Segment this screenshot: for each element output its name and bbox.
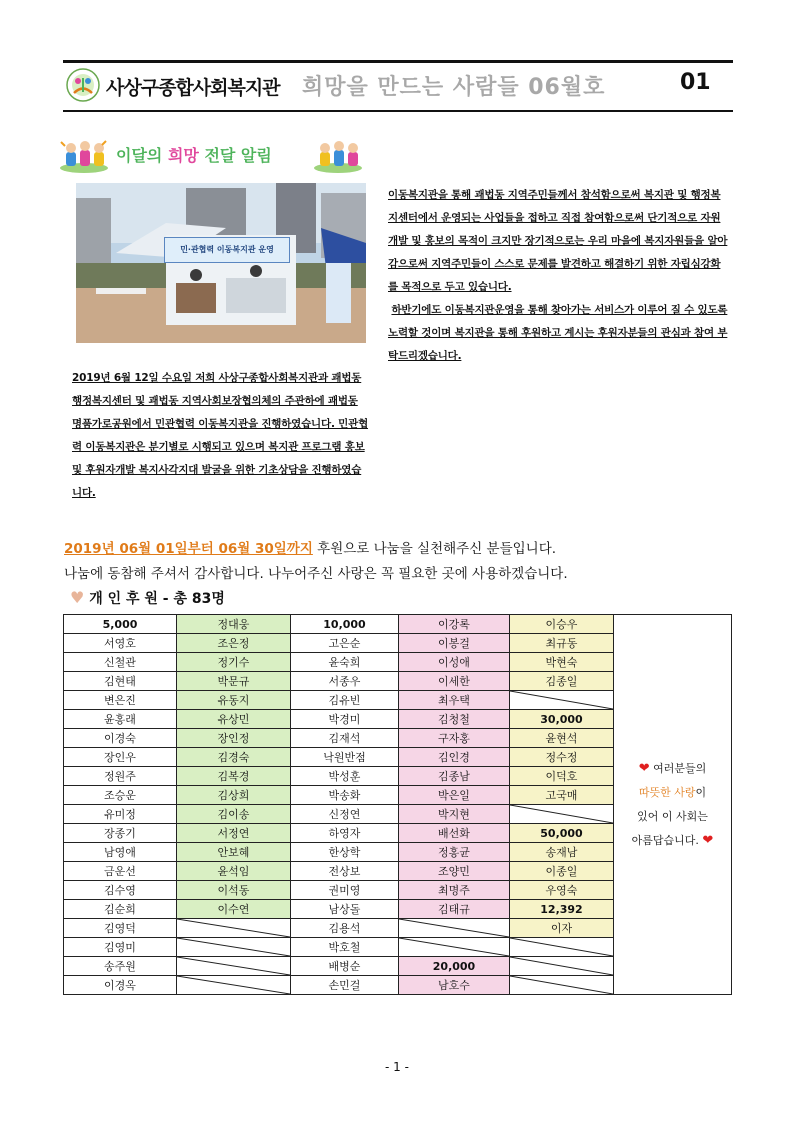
donor-cell: 윤석임 xyxy=(177,862,291,881)
donor-cell: 권미영 xyxy=(291,881,399,900)
donor-cell: 이석동 xyxy=(177,881,291,900)
donor-cell: 박현숙 xyxy=(510,653,614,672)
donor-cell: 윤현석 xyxy=(510,729,614,748)
donor-cell: 남호수 xyxy=(399,976,510,995)
donor-cell: 김종남 xyxy=(399,767,510,786)
empty-cell xyxy=(177,976,291,995)
event-banner: 민·관협력 이동복지관 운영 xyxy=(164,237,290,263)
donor-cell: 윤숙희 xyxy=(291,653,399,672)
individual-donation-heading: ♥ 개 인 후 원 - 총 83명 xyxy=(70,588,225,607)
header-bottom-rule xyxy=(63,110,733,112)
donor-cell: 이수연 xyxy=(177,900,291,919)
donor-cell: 장인정 xyxy=(177,729,291,748)
donor-cell: 송재남 xyxy=(510,843,614,862)
donor-cell: 유동지 xyxy=(177,691,291,710)
message-line: 따뜻한 사랑 xyxy=(638,785,696,799)
thanks-message xyxy=(614,615,732,995)
donor-cell: 박경미 xyxy=(291,710,399,729)
donor-cell: 유상민 xyxy=(177,710,291,729)
donor-cell: 한상학 xyxy=(291,843,399,862)
thanks-line-2: 나눔에 동참해 주셔서 감사합니다. 나누어주신 사랑은 꼭 필요한 곳에 사용하겠습니다. xyxy=(64,566,568,582)
empty-cell xyxy=(177,957,291,976)
donor-cell: 정대웅 xyxy=(177,615,291,634)
event-purpose: 이동복지관을 통해 괘법동 지역주민들께서 참석함으로써 복지관 및 행정복지센터에서 운영되는 사업들을 접하고 직접 참여함으로써 단기적으로 자원개발 및 홍보의 목적이 크지만 장기적으로는 우리 마을에 복지자원들을 알아감으로써 지역주민들이 스스로 문제를 발견하고 해결하기 위한 자립심강화를 목적으로 두고 있습니다. 하반기에도 이동복지관운영을 통해 찾아가는 서비스가 이루어 질 수 있도록 노력할 것이며 복지관을 통해 후원하고 계시는 후원자분들의 관심과 참여 부탁드리겠습니다. xyxy=(388,189,728,362)
donor-cell: 김종일 xyxy=(510,672,614,691)
donor-cell: 20,000 xyxy=(399,957,510,976)
donor-cell: 윤홍래 xyxy=(64,710,177,729)
page-number-header: 01 xyxy=(680,70,711,95)
donor-cell: 이강록 xyxy=(399,615,510,634)
donor-cell: 이승우 xyxy=(510,615,614,634)
thanks-line-1: 2019년 06월 01일부터 06월 30일까지 후원으로 나눔을 실천해주신 분들입니다. xyxy=(64,541,557,557)
donor-cell: 김현태 xyxy=(64,672,177,691)
donor-cell: 김청철 xyxy=(399,710,510,729)
donor-cell: 박호철 xyxy=(291,938,399,957)
donor-cell: 조양민 xyxy=(399,862,510,881)
empty-cell xyxy=(510,805,614,824)
donor-cell: 10,000 xyxy=(291,615,399,634)
donor-cell: 최명주 xyxy=(399,881,510,900)
donor-cell: 30,000 xyxy=(510,710,614,729)
empty-cell xyxy=(510,976,614,995)
donor-cell: 김영미 xyxy=(64,938,177,957)
donor-cell: 안보혜 xyxy=(177,843,291,862)
issue-title: 희망을 만드는 사람들 06월호 xyxy=(302,75,606,100)
message-line: 있어 이 사회는 xyxy=(637,809,708,823)
donor-cell: 박송화 xyxy=(291,786,399,805)
donor-cell: 이성애 xyxy=(399,653,510,672)
donor-table xyxy=(63,614,732,995)
donor-cell: 이종일 xyxy=(510,862,614,881)
empty-cell xyxy=(510,957,614,976)
donor-cell: 12,392 xyxy=(510,900,614,919)
message-line: 이 xyxy=(695,785,707,799)
donor-cell: 서종우 xyxy=(291,672,399,691)
donor-cell: 남상돌 xyxy=(291,900,399,919)
donor-cell: 구자홍 xyxy=(399,729,510,748)
donor-cell: 김인경 xyxy=(399,748,510,767)
message-line: 여러분들의 xyxy=(653,761,707,775)
donor-cell: 유미정 xyxy=(64,805,177,824)
donor-cell: 김이송 xyxy=(177,805,291,824)
message-line: 아름답습니다. xyxy=(631,833,699,847)
donor-cell: 최규동 xyxy=(510,634,614,653)
donor-cell: 장종기 xyxy=(64,824,177,843)
event-description: 2019년 6월 12일 수요일 저희 사상구종합사회복지관과 괘법동 행정복지센터 및 괘법동 지역사회보장협의체의 주관하에 괘법동 명품가로공원에서 민관협력 이동복지관을 진행하였습니다. 민관협력 이동복지관은 분기별로 시행되고 있으며 복지관 프로그램 홍보 및 후원자개발 복지사각지대 발굴을 위한 기초상담을 진행하였습니다. xyxy=(72,372,369,499)
heart-icon: ❤ xyxy=(638,760,650,776)
org-name: 사상구종합사회복지관 xyxy=(106,77,280,99)
donor-cell: 김용석 xyxy=(291,919,399,938)
donor-row xyxy=(64,615,732,634)
empty-cell xyxy=(510,691,614,710)
donor-cell: 변은진 xyxy=(64,691,177,710)
donor-cell: 김영덕 xyxy=(64,919,177,938)
donor-cell: 5,000 xyxy=(64,615,177,634)
donor-cell: 김복경 xyxy=(177,767,291,786)
donor-cell: 손민걸 xyxy=(291,976,399,995)
donor-cell: 고국매 xyxy=(510,786,614,805)
donor-cell: 이세한 xyxy=(399,672,510,691)
donor-cell: 정홍균 xyxy=(399,843,510,862)
donor-cell: 배병순 xyxy=(291,957,399,976)
page-footer: - 1 - xyxy=(385,1060,409,1074)
donor-cell: 전상보 xyxy=(291,862,399,881)
donor-cell: 이봉걸 xyxy=(399,634,510,653)
section-title: 이달의 희망 전달 알림 xyxy=(116,146,272,165)
header-top-rule xyxy=(63,60,733,63)
donor-cell: 김유빈 xyxy=(291,691,399,710)
heart-icon: ♥ xyxy=(70,588,85,607)
donor-cell: 금운선 xyxy=(64,862,177,881)
donor-cell: 정원주 xyxy=(64,767,177,786)
donor-cell: 김태규 xyxy=(399,900,510,919)
donor-cell: 조승운 xyxy=(64,786,177,805)
donor-cell: 고은순 xyxy=(291,634,399,653)
donor-cell: 김수영 xyxy=(64,881,177,900)
donor-cell: 김순희 xyxy=(64,900,177,919)
donor-cell: 배선화 xyxy=(399,824,510,843)
donor-cell: 서정연 xyxy=(177,824,291,843)
donor-cell: 이자 xyxy=(510,919,614,938)
donor-cell: 신정연 xyxy=(291,805,399,824)
donor-cell: 남영애 xyxy=(64,843,177,862)
donor-cell: 하영자 xyxy=(291,824,399,843)
donor-cell: 김재석 xyxy=(291,729,399,748)
donor-cell: 송주원 xyxy=(64,957,177,976)
donor-cell: 우영숙 xyxy=(510,881,614,900)
donor-cell: 신철관 xyxy=(64,653,177,672)
donor-cell: 조은정 xyxy=(177,634,291,653)
children-clipart-icon xyxy=(312,138,364,174)
donor-cell: 50,000 xyxy=(510,824,614,843)
donor-cell: 박문규 xyxy=(177,672,291,691)
donor-cell: 박성훈 xyxy=(291,767,399,786)
donor-cell: 박지현 xyxy=(399,805,510,824)
empty-cell xyxy=(177,938,291,957)
donor-cell: 최우택 xyxy=(399,691,510,710)
donor-cell: 김상희 xyxy=(177,786,291,805)
donor-cell: 서영호 xyxy=(64,634,177,653)
donor-cell: 정수정 xyxy=(510,748,614,767)
donor-cell: 이덕호 xyxy=(510,767,614,786)
donor-cell: 이경옥 xyxy=(64,976,177,995)
heart-icon: ❤ xyxy=(702,832,714,848)
donor-cell: 정기수 xyxy=(177,653,291,672)
donor-cell: 장인우 xyxy=(64,748,177,767)
donor-cell: 박은일 xyxy=(399,786,510,805)
empty-cell xyxy=(399,938,510,957)
event-photo xyxy=(76,183,366,343)
donor-cell: 이경숙 xyxy=(64,729,177,748)
children-clipart-icon xyxy=(58,138,110,174)
empty-cell xyxy=(177,919,291,938)
welfare-center-logo-icon xyxy=(66,68,100,102)
empty-cell xyxy=(510,938,614,957)
donor-cell: 낙원반점 xyxy=(291,748,399,767)
empty-cell xyxy=(399,919,510,938)
donor-cell: 김경숙 xyxy=(177,748,291,767)
